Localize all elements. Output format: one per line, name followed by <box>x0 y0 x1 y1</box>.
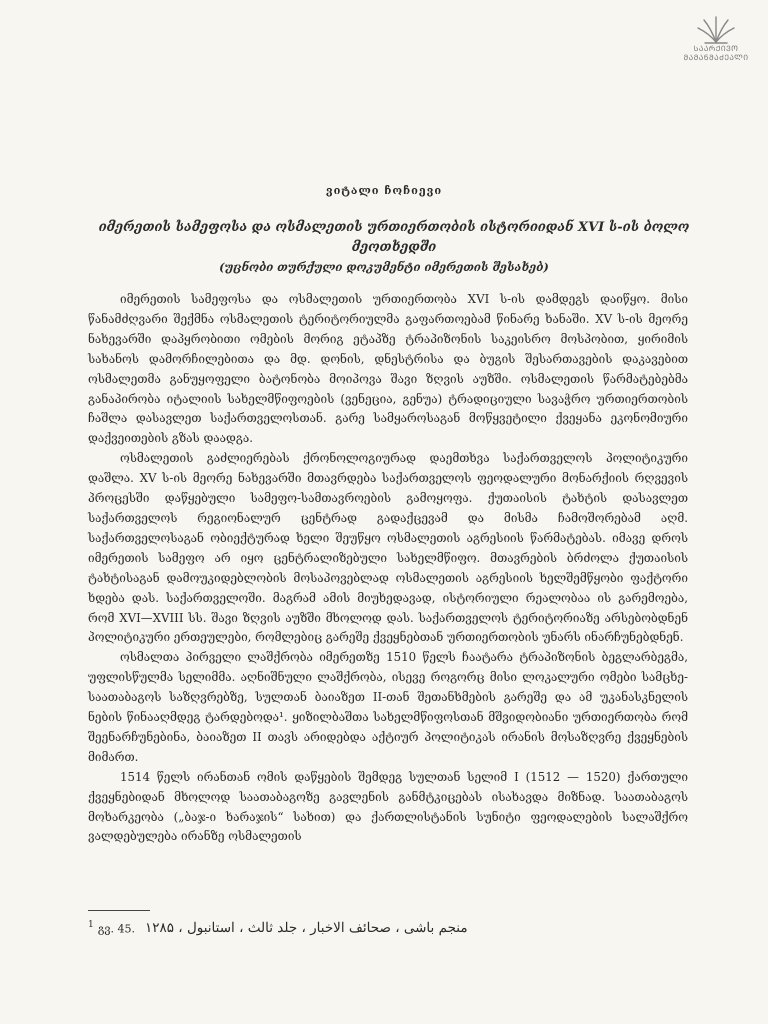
paragraph: იმერეთის სამეფოსა და ოსმალეთის ურთიერთობა XVI ს-ის დამდეგს დაიწყო. მისი წანამძღვარი შექმნა ოსმალეთის ტერიტორიულმა გაფართოებამ წინარე ხანაში. XV ს-ის მეორე ნახევარში დაპყრობითი ომების მორიგ ეტაპზე ტრაპიზონის საკეისრო მოსპობით, ყირიმის სახანოს დამორჩილებითა და მდ. დონის, დნესტრისა და ბუგის შესართავების დაკავებით ოსმალეთმა განუყოფელი ბატონობა მოიპოვა შავი ზღვის აუზში. ოსმალეთის წარმატებებმა განაპირობა იტალიის სახელმწიფოების (ვენეცია, გენუა) ტრადიციული სავაჭრო ურთიერთობის ჩაშლა დასავლეთ საქართველოსთან. გარე სამყაროსაგან მოწყვეტილი ქვეყანა ეკონომიური დაქვეითების გზას დაადგა. <box>88 292 688 446</box>
paragraph: 1514 წელს ირანთან ომის დაწყების შემდეგ სულთან სელიმ I (1512 — 1520) ქართული ქვეყნებიდან მხოლოდ საათაბაგოზე გავლენის განმტკიცებას ისახავდა მიზნად. საათაბაგოს მოხარკეობა („ბაჯ-ი ხარაჯის“ სახით) და ქართლისტანის სუნიტი ფეოდალების სალაშქრო ვალდებულება ირანზე ოსმალეთის <box>88 769 688 844</box>
footnote-mark: 1 <box>88 920 94 930</box>
article-subtitle: (უცნობი თურქული დოკუმენტი იმერეთის შესახებ) <box>219 260 549 274</box>
footnote-page: გვ. 45. <box>97 922 135 936</box>
sprout-icon <box>695 14 737 44</box>
footnote-ref <box>88 920 135 936</box>
footnote-source: منجم باشی ، صحائف الاخبار ، جلد ثالث ، استانبول ، ۱۲۸۵ <box>144 920 468 937</box>
logo-line-2: ᲛᲐᲛᲐᲜᲛᲐᲫᲔᲐᲚᲘ <box>683 53 749 62</box>
article-title: იმერეთის სამეფოსა და ოსმალეთის ურთიერთობის ისტორიიდან XVI ს-ის ბოლო მეოთხედში <box>98 220 690 255</box>
paragraph: ოსმალეთის გაძლიერებას ქრონოლოგიურად დაემთხვა საქართველოს პოლიტიკური დაშლა. XV ს-ის მეორე ნახევარში მთავრდება საქართველოს ფეოდალური მონარქიის რღვევის პროცესში დაწყებული სამეფო-სამთავროების გამოყოფა. ქუთაისის ტახტის დასავლეთ საქართველოს რეგიონალურ ცენტრად გადაქცევამ და მისმა ჩამოშორებამ აღმ. საქართველოსაგან ობიექტურად ხელი შეუწყო ოსმალეთის აგრესიის წარმატებას. იმავე დროს იმერეთის სამეფო არ იყო ცენტრალიზებული სახელმწიფო. მთავრების ბრძოლა ქუთაისის ტახტისაგან დამოუკიდებლობის მოსაპოვებლად ოსმალეთის აგრესიის ხელშემწყობი ფაქტორი ხდება დას. საქართველოში. მაგრამ ამის მიუხედავად, ისტორიული რეალობაა ის გარემოება, რომ XVI—XVIII სს. შავი ზღვის აუზში მხოლოდ დას. საქართველოს ტერიტორიაზე არსებობდნენ პოლიტიკური ერთეულები, რომლებიც გარეშე ქვეყნებთან ურთიერთობის უნარს ინარჩუნებდნენ. <box>88 451 688 645</box>
archive-logo <box>676 14 756 62</box>
paragraph: ოსმალთა პირველი ლაშქრობა იმერეთზე 1510 წელს ჩაატარა ტრაპიზონის ბეგლარბეგმა, უფლისწულმა სელიმმა. აღნიშნული ლაშქრობა, ისევე როგორც მისი ლოკალური ომები სამცხე-საათაბაგოს საზღვრებზე, სულთან ბაიაზეთ II-თან შეთანხმების გარეშე და ამ უკანასკნელის ნების წინააღმდეგ ტარდებოდა¹. ყიზილბაშთა სახელმწიფოსთან მშვიდობიანი ურთიერთობა რომ შეენარჩუნებინა, ბაიაზეთ II თავს არიდებდა აქტიურ პოლიტიკას ირანის მოსაზღვრე ქვეყნების მიმართ. <box>88 650 688 764</box>
article-body <box>88 290 688 847</box>
article-author: ვიტალი ჩოჩიევი <box>325 184 443 197</box>
logo-line-1: ᲡᲐᲐᲠᲥᲘᲕᲝ <box>693 44 739 53</box>
footnote-divider <box>88 910 150 911</box>
footnote <box>88 920 648 936</box>
